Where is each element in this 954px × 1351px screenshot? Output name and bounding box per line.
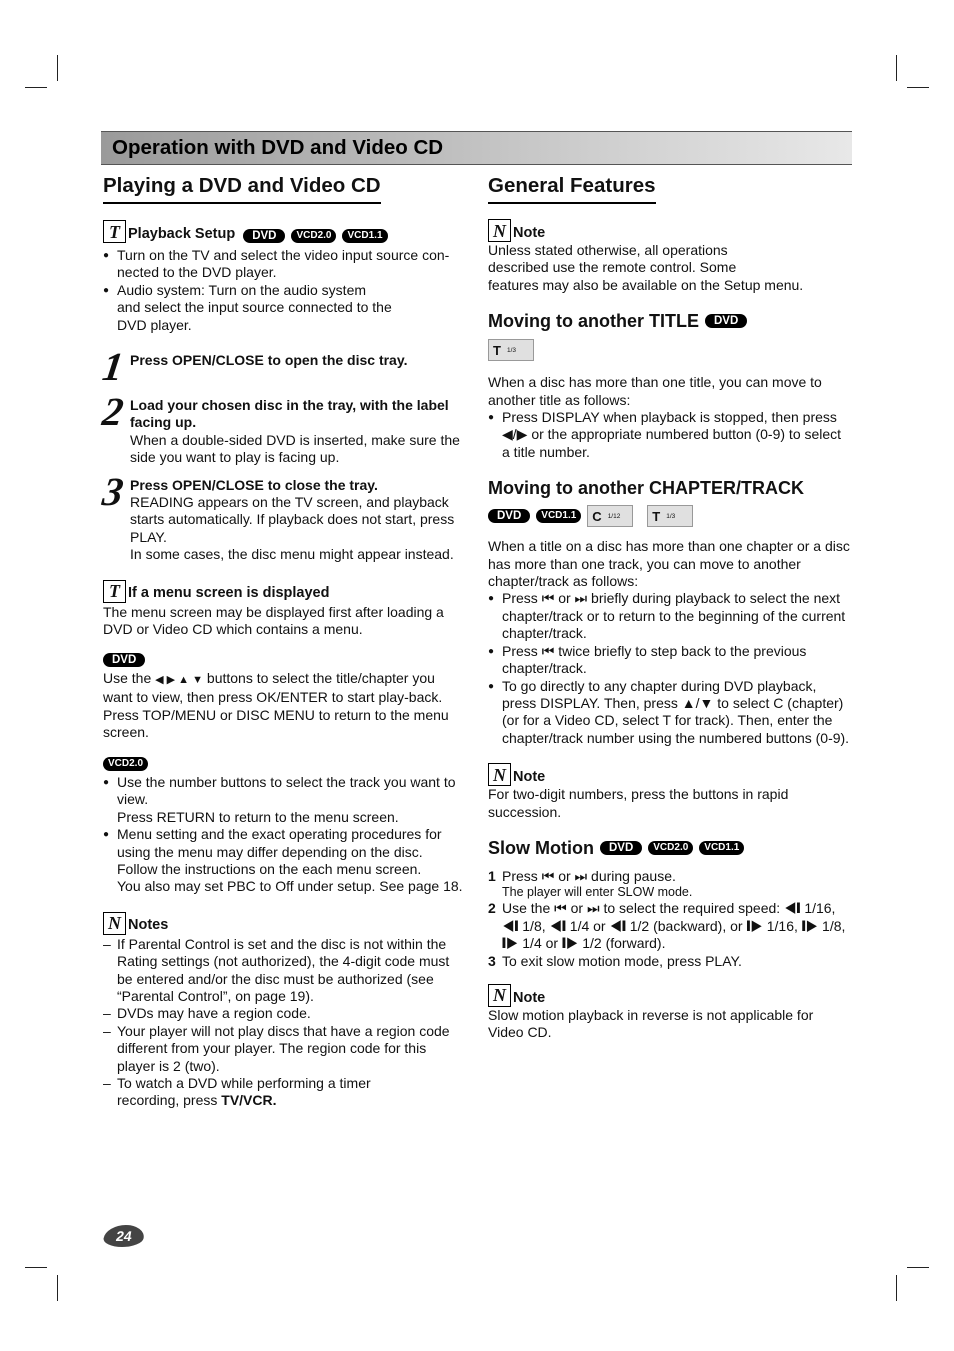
vcd11-badge: VCD1.1 [536, 509, 581, 523]
prev-icon: ⏮ [541, 867, 555, 884]
list-item: ● Turn on the TV and select the video input source con-nected to the DVD player. [103, 247, 466, 282]
step-number: 3 [99, 468, 127, 514]
slow-forward-icon: ❙▶ [561, 935, 579, 952]
page-number: 24 [102, 1225, 146, 1247]
note-icon: N [488, 219, 511, 242]
menu-screen-heading: T If a menu screen is displayed [103, 580, 466, 603]
note-heading: N Note [488, 219, 850, 242]
tip-icon: T [103, 580, 126, 603]
crop-mark [896, 1275, 897, 1301]
prev-icon: ⏮ [554, 900, 567, 917]
vcd20-badge: VCD2.0 [291, 229, 336, 243]
slow-back-icon: ◀❙ [549, 917, 566, 934]
list-item: ● Audio system: Turn on the audio system and select the input source connected to the DVD player. [103, 282, 466, 334]
playback-setup-heading: T Playback Setup DVD VCD2.0 VCD1.1 [103, 220, 466, 243]
slow-back-icon: ◀❙ [784, 900, 801, 917]
list-item: ● Press DISPLAY when playback is stopped, then press ◀/▶ or the appropriate numbered button (0-9) to select a title number. [488, 409, 850, 461]
page-title: Operation with DVD and Video CD [112, 136, 444, 159]
crop-mark [907, 1267, 929, 1268]
tip-icon: T [103, 220, 126, 243]
dvd-badge: DVD [488, 509, 530, 523]
prev-icon: ⏮ [541, 590, 555, 607]
dvd-badge: DVD [243, 229, 285, 243]
list-item: 3 To exit slow motion mode, press PLAY. [488, 952, 742, 969]
vcd11-badge: VCD1.1 [342, 229, 387, 243]
list-item: ● Press ⏮ or ⏭ briefly during playback to select the next chapter/track or to return to the beginning of the current chapter/track. [488, 590, 850, 642]
list-item: ● Press ⏮ twice briefly to step back to the previous chapter/track. [488, 643, 850, 678]
list-item: 2 Use the ⏮ or ⏭ to select the required speed: ◀❙ 1/16, ◀❙ 1/8, ◀❙ 1/4 or ◀❙ 1/2 (backward), or ❙▶ 1/16, ❙▶ 1/8, ❙▶ 1/4 or ❙▶ 1/2 (forward). [488, 900, 846, 952]
crop-mark [25, 1267, 47, 1268]
step-1: 1 Press OPEN/CLOSE to open the disc tray. [99, 344, 408, 390]
prev-icon: ⏮ [541, 642, 555, 659]
next-icon: ⏭ [574, 867, 588, 884]
chapter-osd-icon: C 1/12 [587, 505, 633, 527]
list-item: – To watch a DVD while performing a timer recording, press TV/VCR. [103, 1075, 466, 1110]
crop-mark [57, 55, 58, 81]
slow-forward-icon: ❙▶ [801, 917, 819, 934]
title-osd-icon: T 1/3 [488, 339, 534, 361]
notes-heading: N Notes [103, 912, 466, 935]
arrow-buttons-icon: ◀ ▶ ▲ ▼ [155, 673, 204, 686]
crop-mark [57, 1275, 58, 1301]
vcd11-badge: VCD1.1 [699, 841, 744, 855]
vcd20-badge: VCD2.0 [103, 757, 148, 771]
list-item: 1 Press ⏮ or ⏭ during pause. [488, 867, 676, 884]
vcd20-badge: VCD2.0 [648, 841, 693, 855]
list-item: – Your player will not play discs that have a region code different from your player. The region code for this player is 2 (two). [103, 1023, 466, 1075]
dvd-badge: DVD [103, 653, 145, 667]
next-icon: ⏭ [586, 900, 600, 917]
chapter-section-heading: Moving to another CHAPTER/TRACK [488, 478, 804, 499]
crop-mark [896, 55, 897, 81]
note-heading: N Note [488, 763, 850, 786]
slow-back-icon: ◀❙ [609, 917, 626, 934]
note-icon: N [488, 763, 511, 786]
section-title-general: General Features [488, 173, 656, 204]
note-heading: N Note [488, 984, 850, 1007]
step-number: 1 [99, 344, 127, 390]
step-number: 2 [99, 389, 127, 435]
section-banner [101, 131, 852, 165]
title-section-heading: Moving to another TITLE DVD [488, 310, 850, 332]
right-column: General Features N Note Unless stated otherwise, all operations described use the remote control. Some features may also be available on the Setup menu. Moving to another TITLE DVD T 1/3 When a disc has more than one title, you can move to another title as follows: ● Press DISPLAY when playback is stopped, then press ◀/▶ or the appropriate numbered button (0-9) to select a title number. Moving to another CHAPTER/TRACK DVD VCD1.1 C 1/12 T 1/3 When a title on a disc has more than one chapter or a disc has more than one track, you can move to another chapter/track as follows: ● Press ⏮ or ⏭ briefly during playback to select the next chapter/track or to return to the beginning of the current chapter/track. ● Press ⏮ twice briefly to step back to the previous chapter/track. ● To go directly to any chapter during DVD playback, press DISPLAY. Then, press ▲/▼ to select C (chapter) (or for a Video CD, select T for track). Then, enter the chapter/track number using the numbered buttons (0-9). N Note For two-digit numbers, press the buttons in rapid succession. Slow Motion DVD VCD2.0 VCD1.1 1 Press ⏮ or ⏭ during pause. The player will enter SLOW mode. 2 Use the ⏮ or ⏭ to select the required speed: ◀❙ 1/16, ◀❙ 1/8, ◀❙ 1/4 or ◀❙ 1/2 (backward), or ❙▶ 1/16, ❙▶ 1/8, ❙▶ 1/4 or ❙▶ 1/2 (forward). 3 To exit slow motion mode, press PLAY. N Note Slow motion playback in reverse is not applicable for Video CD. [488, 173, 850, 1042]
list-item: – DVDs may have a region code. [103, 1005, 466, 1022]
list-item: ● Menu setting and the exact operating procedures for using the menu may differ depending on the disc. Follow the instructions on the each menu screen. You also may set PBC to Off under setup. See page 18. [103, 826, 466, 896]
crop-mark [907, 87, 929, 88]
section-title-playing: Playing a DVD and Video CD [103, 173, 381, 204]
next-icon: ⏭ [574, 590, 588, 607]
note-icon: N [488, 984, 511, 1007]
slow-motion-heading: Slow Motion DVD VCD2.0 VCD1.1 [488, 837, 850, 859]
crop-mark [25, 87, 47, 88]
left-column: Playing a DVD and Video CD T Playback Setup DVD VCD2.0 VCD1.1 ● Turn on the TV and select the video input source con-nected to the DVD player. ● Audio system: Turn on the audio system and select the input source connected to the DVD player. 1 Press OPEN/CLOSE to open the disc tray. 2 Load your chosen disc in the tray, with the label facing up. When a double-sided DVD is inserted, make sure the side you want to play is facing up. 3 Press OPEN/CLOSE to close the tray. READING appears on the TV screen, and playback starts automatically. If playback does not start, press PLAY. In some cases, the disc menu might appear instead. T If a menu screen is displayed The menu screen may be displayed first after loading a DVD or Video CD which contains a menu. DVD Use the ◀ ▶ ▲ ▼ buttons to select the title/chapter you want to view, then press OK/ENTER to start play-back. Press TOP/MENU or DISC MENU to return to the menu screen. VCD2.0 ● Use the number buttons to select the track you want to view. Press RETURN to return to the menu screen. ● Menu setting and the exact operating procedures for using the menu may differ depending on the disc. Follow the instructions on the each menu screen. You also may set PBC to Off under setup. See page 18. N Notes – If Parental Control is set and the disc is not within the Rating settings (not authorized), the 4-digit code must be entered and/or the disc must be authorized (see “Parental Control”, on page 19). – DVDs may have a region code. – Your player will not play discs that have a region code different from your player. The region code for this player is 2 (two). – To watch a DVD while performing a timer recording, press TV/VCR. [103, 173, 466, 1110]
slow-forward-icon: ❙▶ [502, 935, 519, 952]
dvd-badge: DVD [705, 314, 747, 328]
step-2: 2 Load your chosen disc in the tray, with the label facing up. When a double-sided DVD is inserted, make sure the side you want to play is facing up. [99, 389, 460, 466]
slow-back-icon: ◀❙ [502, 917, 519, 934]
list-item: ● Use the number buttons to select the track you want to view. Press RETURN to return to the menu screen. [103, 774, 466, 826]
track-osd-icon: T 1/3 [647, 505, 693, 527]
note-icon: N [103, 912, 126, 935]
slow-forward-icon: ❙▶ [746, 917, 763, 934]
dvd-badge: DVD [600, 841, 642, 855]
step-3: 3 Press OPEN/CLOSE to close the tray. READING appears on the TV screen, and playback starts automatically. If playback does not start, press PLAY. In some cases, the disc menu might appear instead. [99, 468, 455, 563]
list-item: ● To go directly to any chapter during DVD playback, press DISPLAY. Then, press ▲/▼ to select C (chapter) (or for a Video CD, select T for track). Then, enter the chapter/track number using the numbered buttons (0-9). [488, 678, 850, 748]
list-item: – If Parental Control is set and the disc is not within the Rating settings (not authorized), the 4-digit code must be entered and/or the disc must be authorized (see “Parental Control”, on page 19). [103, 936, 466, 1006]
